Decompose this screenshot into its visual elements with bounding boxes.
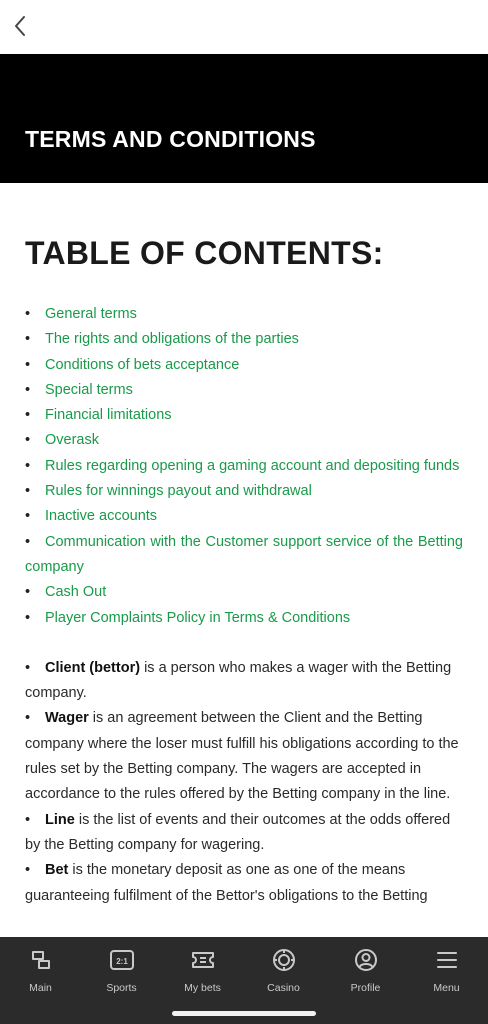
toc-link-gaming-account[interactable]: Rules regarding opening a gaming account and depositing funds [45,457,460,474]
toc-item: • Special terms [25,381,133,398]
hamburger-icon [434,947,460,973]
definition-term: Bet [45,862,69,879]
ticket-icon [190,947,216,973]
toc-link-special-terms[interactable]: Special terms [45,381,133,398]
toc-link-inactive-accounts[interactable]: Inactive accounts [45,508,158,525]
page-header [0,54,488,183]
toc-item: • The rights and obligations of the parties [25,331,299,348]
toc-link-winnings-payout[interactable]: Rules for winnings payout and withdrawal [45,483,312,500]
chevron-left-icon [13,15,27,37]
definitions [25,656,463,909]
toc-list [25,302,463,631]
toc-item: • Financial limitations [25,407,172,424]
top-bar [0,0,488,54]
nav-sports[interactable] [81,947,162,994]
toc-link-customer-support[interactable]: Communication with the Customer support service of the Betting company [25,533,463,575]
profile-icon [353,947,379,973]
toc-link-general-terms[interactable]: General terms [45,306,137,322]
toc-link-cash-out[interactable]: Cash Out [45,584,107,601]
nav-casino[interactable] [243,947,324,994]
toc-link-financial-limitations[interactable]: Financial limitations [45,407,172,424]
sports-icon [109,947,135,973]
toc-item: • Player Complaints Policy in Terms & Conditions [25,609,351,626]
nav-label: Casino [267,982,300,994]
toc-item: • Cash Out [25,584,107,601]
definition-item: • Bet is the monetary deposit as one as one of the means guaranteeing fulfilment of the Bettor's obligations to the Betting [25,862,428,904]
definition-text: is a person who makes a wager with the Betting company. [25,659,452,702]
toc-item: • General terms [25,306,137,322]
nav-label: My bets [184,982,221,994]
toc-item: • Communication with the Customer support service of the Betting company [25,533,463,575]
definition-term: Wager [45,710,89,727]
main-icon [28,947,54,973]
toc-link-rights-obligations[interactable]: The rights and obligations of the parties [45,331,299,348]
toc-item: • Overask [25,432,99,449]
definition-item: • Client (bettor) is a person who makes a wager with the Betting company. [25,659,452,702]
toc-item: • Rules regarding opening a gaming account and depositing funds [25,457,460,474]
toc-link-bets-acceptance[interactable]: Conditions of bets acceptance [45,356,240,373]
nav-my-bets[interactable] [162,947,243,994]
toc-title: TABLE OF CONTENTS: [25,235,384,271]
definition-text: is the monetary deposit as one as one of the means guaranteeing fulfilment of the Bettor's obligations to the Betting [25,862,428,904]
toc-item: • Rules for winnings payout and withdrawal [25,483,312,500]
definition-term: Line [45,811,75,828]
definition-term: Client (bettor) [45,659,141,676]
nav-label: Profile [350,982,381,994]
definition-item: • Line is the list of events and their outcomes at the odds offered by the Betting company for wagering. [25,811,451,853]
toc-link-overask[interactable]: Overask [45,432,99,449]
definition-item: • Wager is an agreement between the Client and the Betting company where the loser must fulfill his obligations according to the rules set by the Betting company. The wagers are accepted in accordance to the rules offered by the Betting company in the line. [25,710,459,803]
definition-text: is the list of events and their outcomes at the odds offered by the Betting company for wagering. [25,811,451,853]
definition-text: is an agreement between the Client and the Betting company where the loser must fulfill his obligations according to the rules set by the Betting company. The wagers are accepted in accordance to the rules offered by the Betting company in the line. [25,710,459,803]
nav-main[interactable] [0,947,81,994]
toc-item: • Inactive accounts [25,508,158,525]
back-button[interactable] [8,12,32,40]
nav-profile[interactable] [325,947,406,994]
nav-label: Main [29,982,52,994]
nav-label: Sports [106,982,137,994]
sports-icon-text: 2:1 [115,957,128,966]
page-title: TERMS AND CONDITIONS [25,126,316,152]
casino-chip-icon [271,947,297,973]
nav-menu[interactable] [406,947,487,994]
toc-link-complaints-policy[interactable]: Player Complaints Policy in Terms & Conditions [45,609,351,626]
toc-item: • Conditions of bets acceptance [25,356,240,373]
nav-label: Menu [433,982,460,994]
terms-content [0,183,488,937]
home-indicator[interactable] [172,1011,316,1016]
